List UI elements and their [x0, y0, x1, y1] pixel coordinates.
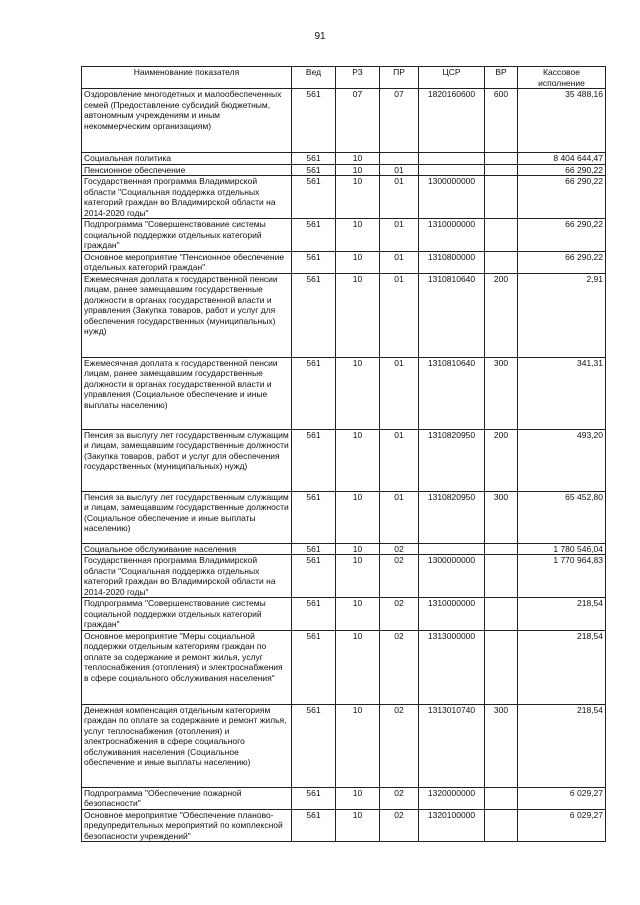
row-kassovoe: 35 488,16: [518, 89, 606, 153]
row-pr: 01: [380, 429, 419, 491]
row-rz: 10: [336, 219, 380, 252]
row-kassovoe: 8 404 644,47: [518, 153, 606, 165]
row-csr: 1310820950: [419, 491, 485, 543]
table-row: [82, 809, 606, 842]
row-pr: 01: [380, 164, 419, 176]
row-name: Подпрограмма "Совершенствование системы социальной поддержки отдельных категорий граждан": [82, 219, 292, 252]
table-row: [82, 429, 606, 491]
row-kassovoe: 218,54: [518, 630, 606, 704]
row-name: Социальное обслуживание населения: [82, 543, 292, 555]
table-row: [82, 176, 606, 219]
row-vr: [485, 630, 518, 704]
table-row: [82, 598, 606, 631]
row-rz: 10: [336, 251, 380, 273]
row-pr: 02: [380, 630, 419, 704]
row-csr: [419, 164, 485, 176]
row-kassovoe: 2,91: [518, 273, 606, 357]
row-name: Денежная компенсация отдельным категориям граждан по оплате за содержание и ремонт жилья, услуг теплоснабжения (отопления) и электроснабжения в сфере социального обслуживания населения (Социальное обеспечение и иные выплаты населению): [82, 704, 292, 787]
row-rz: 10: [336, 273, 380, 357]
table-header-row: [82, 67, 606, 89]
row-csr: 1300000000: [419, 555, 485, 598]
row-ved: 561: [292, 429, 336, 491]
row-csr: 1310810640: [419, 357, 485, 429]
row-rz: 10: [336, 491, 380, 543]
row-pr: 02: [380, 543, 419, 555]
row-vr: [485, 219, 518, 252]
row-name: Социальная политика: [82, 153, 292, 165]
row-vr: 300: [485, 491, 518, 543]
row-vr: [485, 176, 518, 219]
row-ved: 561: [292, 219, 336, 252]
row-pr: 02: [380, 704, 419, 787]
row-vr: 200: [485, 429, 518, 491]
row-csr: 1820160600: [419, 89, 485, 153]
row-rz: 10: [336, 543, 380, 555]
row-pr: 01: [380, 251, 419, 273]
header-csr: ЦСР: [419, 67, 485, 89]
row-ved: 561: [292, 809, 336, 842]
header-vr: ВР: [485, 67, 518, 89]
row-pr: 02: [380, 598, 419, 631]
table-row: [82, 787, 606, 809]
row-csr: 1313010740: [419, 704, 485, 787]
table-row: [82, 491, 606, 543]
row-kassovoe: 493,20: [518, 429, 606, 491]
row-rz: 10: [336, 176, 380, 219]
row-rz: 10: [336, 555, 380, 598]
row-csr: 1300000000: [419, 176, 485, 219]
row-rz: 10: [336, 630, 380, 704]
row-pr: 01: [380, 491, 419, 543]
row-pr: 01: [380, 357, 419, 429]
header-pr: ПР: [380, 67, 419, 89]
row-kassovoe: 66 290,22: [518, 251, 606, 273]
row-csr: 1310000000: [419, 219, 485, 252]
row-rz: 10: [336, 598, 380, 631]
table-row: [82, 543, 606, 555]
row-pr: 01: [380, 219, 419, 252]
header-name: Наименование показателя: [82, 67, 292, 89]
table-body: [82, 89, 606, 842]
row-ved: 561: [292, 704, 336, 787]
table-row: [82, 704, 606, 787]
row-csr: 1320100000: [419, 809, 485, 842]
row-ved: 561: [292, 543, 336, 555]
row-kassovoe: 341,31: [518, 357, 606, 429]
row-kassovoe: 218,54: [518, 704, 606, 787]
row-vr: [485, 555, 518, 598]
table-row: [82, 153, 606, 165]
row-rz: 10: [336, 153, 380, 165]
row-vr: [485, 598, 518, 631]
table-row: [82, 357, 606, 429]
row-name: Пенсия за выслугу лет государственным служащим и лицам, замещавшим государственные должности (Социальное обеспечение и иные выплаты населению): [82, 491, 292, 543]
row-name: Подпрограмма "Обеспечение пожарной безопасности": [82, 787, 292, 809]
row-ved: 561: [292, 787, 336, 809]
row-pr: 02: [380, 787, 419, 809]
row-rz: 10: [336, 429, 380, 491]
row-ved: 561: [292, 357, 336, 429]
row-pr: 02: [380, 809, 419, 842]
table-row: [82, 219, 606, 252]
row-rz: 10: [336, 704, 380, 787]
row-kassovoe: 65 452,80: [518, 491, 606, 543]
row-ved: 561: [292, 89, 336, 153]
row-rz: 10: [336, 164, 380, 176]
row-name: Основное мероприятие "Пенсионное обеспечение отдельных категорий граждан": [82, 251, 292, 273]
row-kassovoe: 1 770 964,83: [518, 555, 606, 598]
table-row: [82, 555, 606, 598]
table-row: [82, 251, 606, 273]
row-pr: 01: [380, 273, 419, 357]
row-vr: 200: [485, 273, 518, 357]
row-ved: 561: [292, 251, 336, 273]
row-name: Государственная программа Владимирской области "Социальная поддержка отдельных категорий граждан во Владимирской области на 2014-2020 годы": [82, 555, 292, 598]
row-ved: 561: [292, 176, 336, 219]
row-rz: 10: [336, 357, 380, 429]
row-ved: 561: [292, 555, 336, 598]
row-name: Основное мероприятие "Меры социальной поддержки отдельным категориям граждан по оплате за содержание и ремонт жилья, услуг теплоснабжения (отопления) и электроснабжения в сфере социального обслуживания населения": [82, 630, 292, 704]
row-csr: [419, 153, 485, 165]
row-vr: [485, 251, 518, 273]
row-name: Оздоровление многодетных и малообеспеченных семей (Предоставление субсидий бюджетным, автономным учреждениям и иным некоммерческим организациям): [82, 89, 292, 153]
row-ved: 561: [292, 598, 336, 631]
row-kassovoe: 66 290,22: [518, 164, 606, 176]
row-pr: 01: [380, 176, 419, 219]
table-row: [82, 89, 606, 153]
row-rz: 07: [336, 89, 380, 153]
row-kassovoe: 6 029,27: [518, 787, 606, 809]
row-kassovoe: 66 290,22: [518, 219, 606, 252]
budget-execution-table: [81, 66, 606, 842]
table-row: [82, 273, 606, 357]
table-row: [82, 630, 606, 704]
row-name: Ежемесячная доплата к государственной пенсии лицам, ранее замещавшим государственные должности в органах государственной власти и управления (Закупка товаров, работ и услуг для обеспечения государственных (муниципальных) нужд): [82, 273, 292, 357]
row-ved: 561: [292, 491, 336, 543]
row-name: Основное мероприятие "Обеспечение планово-предупредительных мероприятий по комплексной безопасности учреждений": [82, 809, 292, 842]
row-name: Подпрограмма "Совершенствование системы социальной поддержки отдельных категорий граждан": [82, 598, 292, 631]
row-pr: 02: [380, 555, 419, 598]
row-vr: [485, 164, 518, 176]
row-csr: 1310810640: [419, 273, 485, 357]
row-rz: 10: [336, 787, 380, 809]
row-csr: [419, 543, 485, 555]
row-vr: 300: [485, 357, 518, 429]
header-kassovoe: Кассовое исполнение: [518, 67, 606, 89]
row-kassovoe: 6 029,27: [518, 809, 606, 842]
row-ved: 561: [292, 273, 336, 357]
row-vr: 300: [485, 704, 518, 787]
header-rz: РЗ: [336, 67, 380, 89]
row-name: Государственная программа Владимирской области "Социальная поддержка отдельных категорий граждан во Владимирской области на 2014-2020 годы": [82, 176, 292, 219]
row-kassovoe: 1 780 546,04: [518, 543, 606, 555]
row-csr: 1310000000: [419, 598, 485, 631]
row-vr: [485, 153, 518, 165]
table-row: [82, 164, 606, 176]
row-ved: 561: [292, 630, 336, 704]
row-name: Пенсионное обеспечение: [82, 164, 292, 176]
row-csr: 1320000000: [419, 787, 485, 809]
row-csr: 1310820950: [419, 429, 485, 491]
row-name: Ежемесячная доплата к государственной пенсии лицам, ранее замещавшим государственные должности в органах государственной власти и управления (Социальное обеспечение и иные выплаты населению): [82, 357, 292, 429]
row-vr: 600: [485, 89, 518, 153]
row-pr: [380, 153, 419, 165]
row-vr: [485, 787, 518, 809]
row-name: Пенсия за выслугу лет государственным служащим и лицам, замещавшим государственные должности (Закупка товаров, работ и услуг для обеспечения государственных (муниципальных) нужд): [82, 429, 292, 491]
row-pr: 07: [380, 89, 419, 153]
row-ved: 561: [292, 164, 336, 176]
row-kassovoe: 218,54: [518, 598, 606, 631]
row-rz: 10: [336, 809, 380, 842]
row-kassovoe: 66 290,22: [518, 176, 606, 219]
row-csr: 1313000000: [419, 630, 485, 704]
row-vr: [485, 543, 518, 555]
row-csr: 1310800000: [419, 251, 485, 273]
row-vr: [485, 809, 518, 842]
header-ved: Вед: [292, 67, 336, 89]
page-number: 91: [314, 31, 326, 42]
row-ved: 561: [292, 153, 336, 165]
